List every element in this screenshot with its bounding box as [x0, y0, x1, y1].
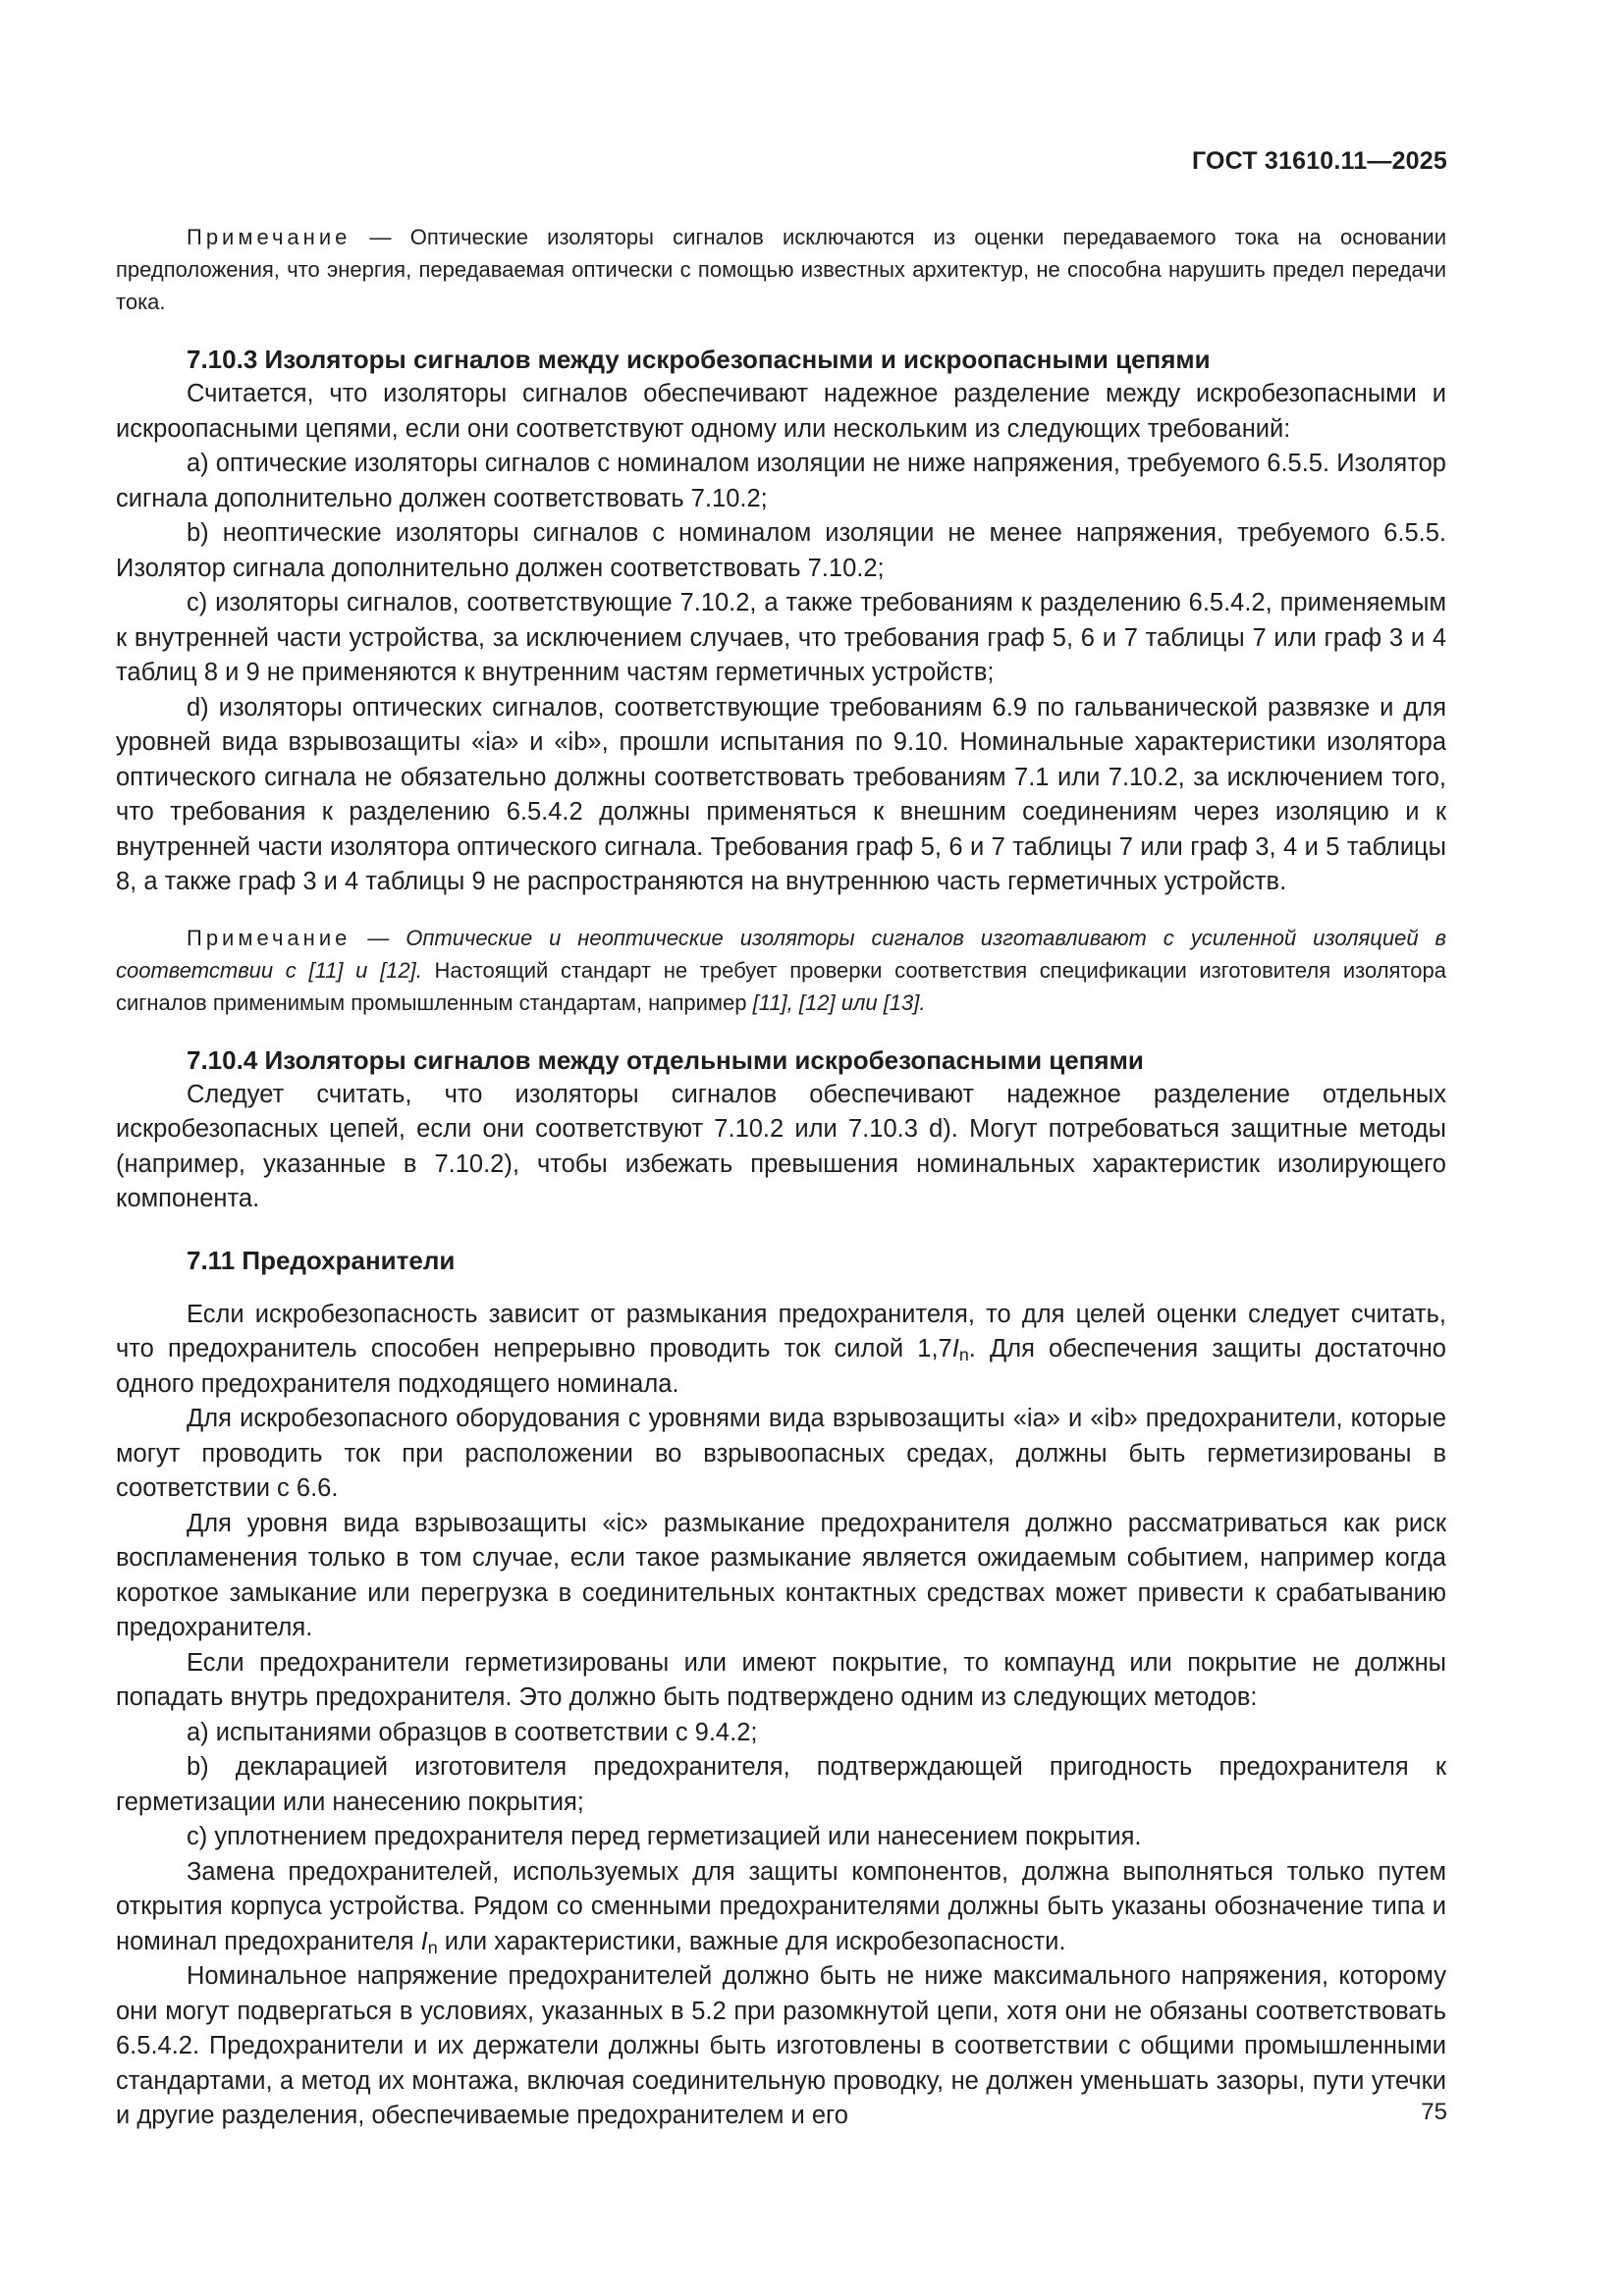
current-subscript: n [958, 1345, 969, 1364]
note-2-italic-tail: [11], [12] или [13]. [752, 989, 926, 1015]
note-1-text: — Оптические изоляторы сигналов исключаются из оценки передаваемого тока на основании предположения, что энергия, передаваемая оптически с помощью известных архитектур, не способна нарушить предел передачи тока. [116, 225, 1446, 314]
note-2-normal: Настоящий стандарт не требует проверки соответствия спецификации изготовителя изолятора сигналов применимым промышленным стандартам, например [116, 957, 1447, 1015]
s7-11-p5-a: Замена предохранителей, используемых для защиты компонентов, должна выполняться только путем открытия корпуса устройства. Рядом со сменными предохранителями должны быть указаны обозначение типа и номинал предохранителя [116, 1857, 1446, 1955]
note-2-label: Примечание [187, 925, 352, 950]
page-content [116, 221, 1446, 2134]
s7-11-p6: Номинальное напряжение предохранителей должно быть не ниже максимального напряжения, которому они могут подвергаться в условиях, указанных в 5.2 при разомкнутой цепи, хотя они не обязаны соответствовать 6.5.4.2. Предохранители и их держатели должны быть изготовлены в соответствии с общими промышленными стандартами, а метод их монтажа, включая соединительную проводку, не должен уменьшать зазоры, пути утечки и другие разделения, обеспечиваемые предохранителем и его [116, 1962, 1446, 2129]
heading-7-10-4: 7.10.4 Изоляторы сигналов между отдельными искробезопасными цепями [187, 1044, 1144, 1075]
current-symbol-2: I [420, 1927, 428, 1955]
s7-11-p4-item-a: a) испытаниями образцов в соответствии с 9.4.2; [187, 1718, 758, 1746]
s7-11-p2: Для искробезопасного оборудования с уровнями вида взрывозащиты «ia» и «ib» предохранители, которые могут проводить ток при расположении во взрывоопасных средах, должны быть герметизированы в соответствии с 6.6. [116, 1405, 1446, 1502]
s7-11-p5-b: или характеристики, важные для искробезопасности. [437, 1927, 1066, 1955]
page-number: 75 [1421, 2099, 1447, 2125]
s7-11-p5 [116, 1855, 1446, 1960]
s7-11-p4: Если предохранители герметизированы или имеют покрытие, то компаунд или покрытие не должны попадать внутрь предохранителя. Это должно быть подтверждено одним из следующих методов: [116, 1648, 1446, 1711]
note-2-italic: Оптические и неоптические изоляторы сигналов изготавливают с усиленной изоляцией в соответствии с [11] и [12]. [116, 925, 1446, 983]
current-subscript-2: n [427, 1937, 438, 1957]
s7-11-p4-item-b: b) декларацией изготовителя предохранителя, подтверждающей пригодность предохранителя к герметизации или нанесению покрытия; [116, 1753, 1446, 1816]
s7-11-p1-a: Если искробезопасность зависит от размыкания предохранителя, то для целей оценки следует считать, что предохранитель способен непрерывно проводить ток силой 1,7 [116, 1300, 1446, 1362]
note-1-label: Примечание [187, 225, 352, 249]
s7-10-3-item-c: c) изоляторы сигналов, соответствующие 7.10.2, а также требованиям к разделению 6.5.4.2, применяемым к внутренней части устройства, за исключением случаев, что требования граф 5, 6 и 7 таблицы 7 или граф 3 и 4 таблиц 8 и 9 не применяются к внутренним частям герметичных устройств; [116, 589, 1446, 686]
s7-10-3-item-d: d) изоляторы оптических сигналов, соответствующие требованиям 6.9 по гальванической развязке и для уровней вида взрывозащиты «ia» и «ib», прошли испытания по 9.10. Номинальные характеристики изолятора оптического сигнала не обязательно должны соответствовать требованиям 7.1 или 7.10.2, за исключением того, что требования к разделению 6.5.4.2 должны применяться к внешним соединениям через изоляцию и к внутренней части изолятора оптического сигнала. Требования граф 5, 6 и 7 таблицы 7 или граф 3, 4 и 5 таблицы 8, а также граф 3 и 4 таблицы 9 не распространяются на внутреннюю часть герметичных устройств. [116, 693, 1446, 895]
document-id: ГОСТ 31610.11—2025 [1191, 147, 1447, 175]
s7-11-p4-item-c: c) уплотнением предохранителя перед герметизацией или нанесением покрытия. [187, 1823, 1142, 1850]
note-1 [116, 221, 1446, 318]
s7-11-p1 [116, 1298, 1446, 1403]
s7-10-3-item-a: a) оптические изоляторы сигналов с номиналом изоляции не ниже напряжения, требуемого 6.5.5. Изолятор сигнала дополнительно должен соответствовать 7.10.2; [116, 450, 1446, 512]
s7-11-p1-b: . Для обеспечения защиты достаточно одного предохранителя подходящего номинала. [116, 1335, 1446, 1398]
s7-10-4-text: Следует считать, что изоляторы сигналов обеспечивают надежное разделение отдельных искробезопасных цепей, если они соответствуют 7.10.2 или 7.10.3 d). Могут потребоваться защитные методы (например, указанные в 7.10.2), чтобы избежать превышения номинальных характеристик изолирующего компонента. [116, 1080, 1446, 1212]
s7-11-p3: Для уровня вида взрывозащиты «ic» размыкание предохранителя должно рассматриваться как риск воспламенения только в том случае, если такое размыкание является ожидаемым событием, например когда короткое замыкание или перегрузка в соединительных контактных средствах может привести к срабатыванию предохранителя. [116, 1509, 1446, 1641]
s7-10-3-item-b: b) неоптические изоляторы сигналов с номиналом изоляции не менее напряжения, требуемого 6.5.5. Изолятор сигнала дополнительно должен соответствовать 7.10.2; [116, 519, 1446, 582]
note-2 [116, 922, 1446, 1019]
heading-7-10-3: 7.10.3 Изоляторы сигналов между искробезопасными и искроопасными цепями [187, 345, 1211, 374]
current-symbol: I [951, 1335, 959, 1362]
heading-7-11: 7.11 Предохранители [187, 1245, 456, 1275]
note-2-dash: — [351, 925, 406, 950]
s7-10-3-intro: Считается, что изоляторы сигналов обеспечивают надежное разделение между искробезопасными и искроопасными цепями, если они соответствуют одному или нескольким из следующих требований: [116, 380, 1446, 443]
